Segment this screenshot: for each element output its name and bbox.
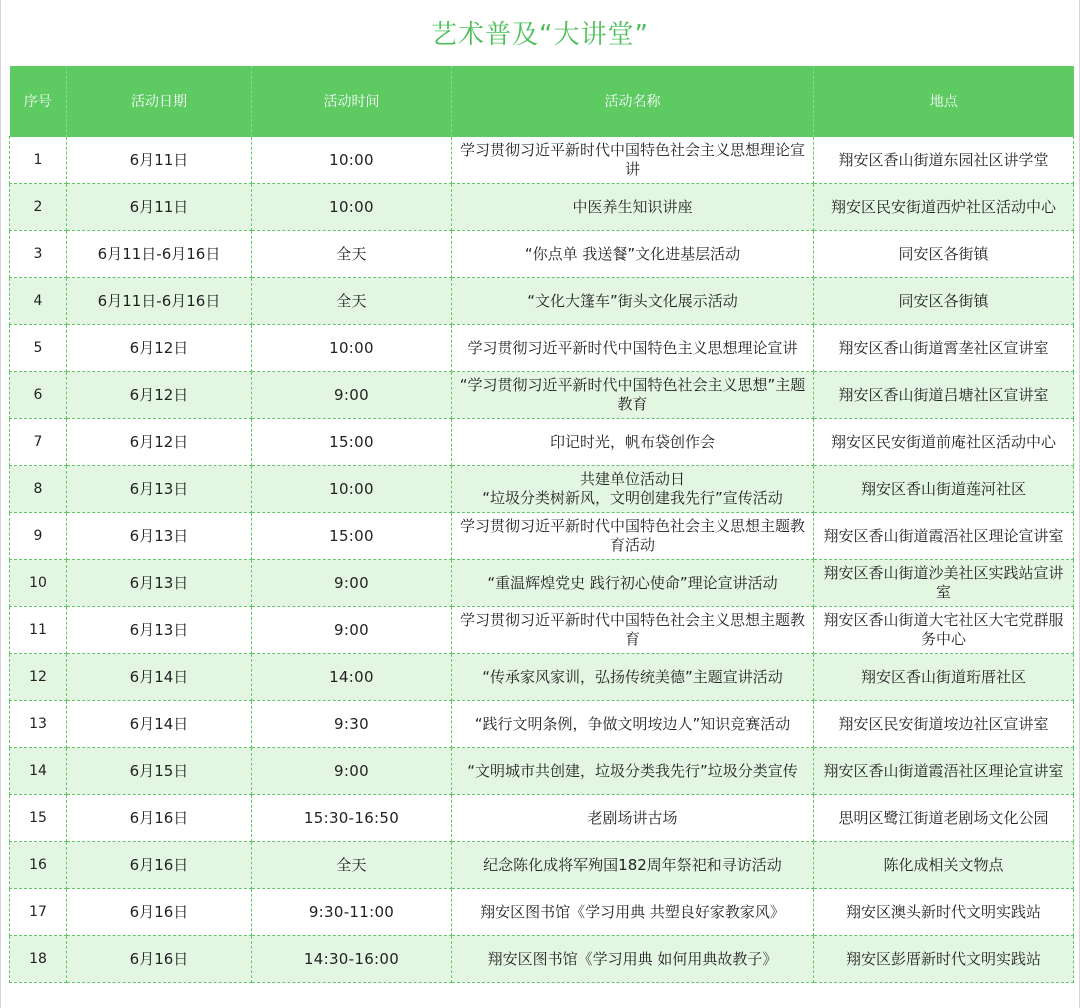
cell-date: 6月16日 bbox=[67, 842, 252, 889]
cell-activity-name: 学习贯彻习近平新时代中国特色社会主义思想主题教育活动 bbox=[452, 513, 814, 560]
header-seq: 序号 bbox=[10, 66, 67, 137]
table-row bbox=[10, 231, 1074, 278]
cell-date: 6月11日-6月16日 bbox=[67, 231, 252, 278]
cell-seq: 15 bbox=[10, 795, 67, 842]
table-row bbox=[10, 842, 1074, 889]
cell-time: 15:00 bbox=[252, 513, 452, 560]
cell-place: 陈化成相关文物点 bbox=[814, 842, 1074, 889]
cell-seq: 16 bbox=[10, 842, 67, 889]
cell-date: 6月13日 bbox=[67, 466, 252, 513]
cell-activity-name: 纪念陈化成将军殉国182周年祭祀和寻访活动 bbox=[452, 842, 814, 889]
cell-seq: 4 bbox=[10, 278, 67, 325]
cell-date: 6月12日 bbox=[67, 372, 252, 419]
table-row bbox=[10, 701, 1074, 748]
cell-date: 6月14日 bbox=[67, 654, 252, 701]
cell-time: 9:00 bbox=[252, 748, 452, 795]
table-row bbox=[10, 936, 1074, 983]
cell-time: 9:00 bbox=[252, 560, 452, 607]
table-row bbox=[10, 278, 1074, 325]
cell-date: 6月12日 bbox=[67, 325, 252, 372]
cell-time: 10:00 bbox=[252, 137, 452, 184]
cell-seq: 11 bbox=[10, 607, 67, 654]
cell-time: 10:00 bbox=[252, 184, 452, 231]
cell-place: 翔安区民安街道西炉社区活动中心 bbox=[814, 184, 1074, 231]
cell-seq: 6 bbox=[10, 372, 67, 419]
cell-date: 6月14日 bbox=[67, 701, 252, 748]
cell-seq: 14 bbox=[10, 748, 67, 795]
cell-place: 翔安区澳头新时代文明实践站 bbox=[814, 889, 1074, 936]
cell-date: 6月13日 bbox=[67, 607, 252, 654]
cell-seq: 3 bbox=[10, 231, 67, 278]
table-row bbox=[10, 889, 1074, 936]
table-row bbox=[10, 372, 1074, 419]
cell-place: 翔安区香山街道霞浯社区理论宣讲室 bbox=[814, 748, 1074, 795]
table-row bbox=[10, 607, 1074, 654]
header-activity: 活动名称 bbox=[452, 66, 814, 137]
cell-date: 6月16日 bbox=[67, 936, 252, 983]
table-row bbox=[10, 513, 1074, 560]
cell-date: 6月11日 bbox=[67, 184, 252, 231]
cell-place: 同安区各街镇 bbox=[814, 278, 1074, 325]
table-row bbox=[10, 654, 1074, 701]
header-date: 活动日期 bbox=[67, 66, 252, 137]
cell-seq: 8 bbox=[10, 466, 67, 513]
table-body bbox=[10, 137, 1074, 983]
cell-place: 思明区鹭江街道老剧场文化公园 bbox=[814, 795, 1074, 842]
cell-activity-name: 翔安区图书馆《学习用典 共塑良好家教家风》 bbox=[452, 889, 814, 936]
cell-activity-name: 印记时光，帆布袋创作会 bbox=[452, 419, 814, 466]
header-row bbox=[10, 66, 1074, 137]
cell-activity-name: 学习贯彻习近平新时代中国特色主义思想理论宣讲 bbox=[452, 325, 814, 372]
table-row bbox=[10, 748, 1074, 795]
cell-seq: 5 bbox=[10, 325, 67, 372]
cell-time: 9:30-11:00 bbox=[252, 889, 452, 936]
cell-activity-name: 学习贯彻习近平新时代中国特色社会主义思想主题教育 bbox=[452, 607, 814, 654]
cell-time: 15:00 bbox=[252, 419, 452, 466]
cell-activity-name: “重温辉煌党史 践行初心使命”理论宣讲活动 bbox=[452, 560, 814, 607]
cell-place: 翔安区香山街道沙美社区实践站宣讲室 bbox=[814, 560, 1074, 607]
cell-activity-name: “文化大篷车”街头文化展示活动 bbox=[452, 278, 814, 325]
cell-place: 同安区各街镇 bbox=[814, 231, 1074, 278]
cell-place: 翔安区香山街道东园社区讲学堂 bbox=[814, 137, 1074, 184]
cell-place: 翔安区香山街道珩厝社区 bbox=[814, 654, 1074, 701]
table-row bbox=[10, 466, 1074, 513]
cell-activity-name: “传承家风家训，弘扬传统美德”主题宣讲活动 bbox=[452, 654, 814, 701]
cell-activity-name: 学习贯彻习近平新时代中国特色社会主义思想理论宣讲 bbox=[452, 137, 814, 184]
cell-time: 全天 bbox=[252, 842, 452, 889]
cell-place: 翔安区香山街道霞浯社区理论宣讲室 bbox=[814, 513, 1074, 560]
header-place: 地点 bbox=[814, 66, 1074, 137]
table-row bbox=[10, 325, 1074, 372]
page-title: 艺术普及“大讲堂” bbox=[431, 20, 649, 50]
table-row bbox=[10, 419, 1074, 466]
cell-seq: 13 bbox=[10, 701, 67, 748]
cell-date: 6月13日 bbox=[67, 560, 252, 607]
cell-date: 6月16日 bbox=[67, 889, 252, 936]
cell-date: 6月15日 bbox=[67, 748, 252, 795]
table-row bbox=[10, 184, 1074, 231]
cell-time: 14:30-16:00 bbox=[252, 936, 452, 983]
cell-activity-name: “你点单 我送餐”文化进基层活动 bbox=[452, 231, 814, 278]
cell-date: 6月13日 bbox=[67, 513, 252, 560]
table-row bbox=[10, 137, 1074, 184]
cell-time: 全天 bbox=[252, 231, 452, 278]
cell-activity-name: 老剧场讲古场 bbox=[452, 795, 814, 842]
cell-time: 9:30 bbox=[252, 701, 452, 748]
cell-date: 6月11日 bbox=[67, 137, 252, 184]
cell-place: 翔安区香山街道霄垄社区宣讲室 bbox=[814, 325, 1074, 372]
cell-time: 全天 bbox=[252, 278, 452, 325]
cell-place: 翔安区民安街道前庵社区活动中心 bbox=[814, 419, 1074, 466]
cell-seq: 1 bbox=[10, 137, 67, 184]
table-row bbox=[10, 795, 1074, 842]
cell-time: 15:30-16:50 bbox=[252, 795, 452, 842]
cell-seq: 2 bbox=[10, 184, 67, 231]
cell-place: 翔安区香山街道莲河社区 bbox=[814, 466, 1074, 513]
cell-activity-name: “文明城市共创建，垃圾分类我先行”垃圾分类宣传 bbox=[452, 748, 814, 795]
cell-seq: 7 bbox=[10, 419, 67, 466]
cell-date: 6月16日 bbox=[67, 795, 252, 842]
cell-time: 9:00 bbox=[252, 607, 452, 654]
cell-date: 6月12日 bbox=[67, 419, 252, 466]
cell-date: 6月11日-6月16日 bbox=[67, 278, 252, 325]
cell-seq: 10 bbox=[10, 560, 67, 607]
table-row bbox=[10, 560, 1074, 607]
cell-activity-name: “践行文明条例，争做文明垵边人”知识竞赛活动 bbox=[452, 701, 814, 748]
cell-seq: 18 bbox=[10, 936, 67, 983]
schedule-table bbox=[9, 66, 1074, 983]
table-header bbox=[10, 66, 1074, 137]
cell-place: 翔安区香山街道吕塘社区宣讲室 bbox=[814, 372, 1074, 419]
cell-activity-name: 共建单位活动日 “垃圾分类树新风，文明创建我先行”宣传活动 bbox=[452, 466, 814, 513]
cell-activity-name: 翔安区图书馆《学习用典 如何用典故教子》 bbox=[452, 936, 814, 983]
cell-seq: 12 bbox=[10, 654, 67, 701]
cell-seq: 9 bbox=[10, 513, 67, 560]
cell-place: 翔安区彭厝新时代文明实践站 bbox=[814, 936, 1074, 983]
header-time: 活动时间 bbox=[252, 66, 452, 137]
cell-seq: 17 bbox=[10, 889, 67, 936]
cell-time: 9:00 bbox=[252, 372, 452, 419]
cell-place: 翔安区香山街道大宅社区大宅党群服务中心 bbox=[814, 607, 1074, 654]
cell-place: 翔安区民安街道垵边社区宣讲室 bbox=[814, 701, 1074, 748]
cell-time: 10:00 bbox=[252, 466, 452, 513]
cell-activity-name: 中医养生知识讲座 bbox=[452, 184, 814, 231]
cell-time: 14:00 bbox=[252, 654, 452, 701]
cell-activity-name: “学习贯彻习近平新时代中国特色社会主义思想”主题教育 bbox=[452, 372, 814, 419]
cell-time: 10:00 bbox=[252, 325, 452, 372]
